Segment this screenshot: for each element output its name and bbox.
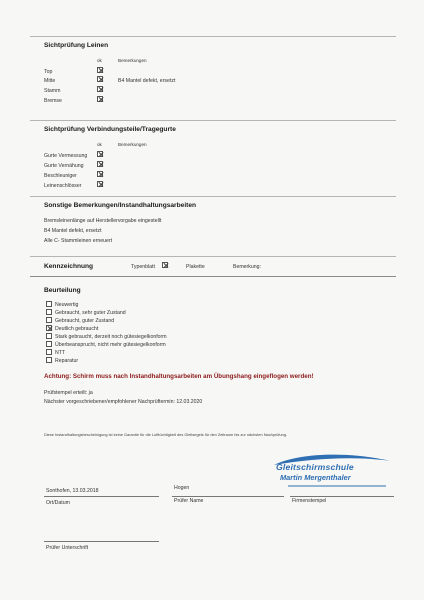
place-date-label: Ort/Datum (46, 500, 70, 506)
examiner-name-value: Hogen (174, 485, 190, 491)
stamp-granted: Prüfstempel erteilt: ja (44, 390, 93, 396)
checkbox-clearly-used[interactable] (46, 325, 52, 331)
next-check-date: Nächster vorgeschriebener/empfohlener Nachprüftermin: 12.03.2020 (44, 399, 203, 405)
checkbox-overstressed[interactable] (46, 341, 52, 347)
checkbox-gurte-vernaehung[interactable] (97, 161, 103, 167)
ok-column-label: ok (97, 142, 102, 147)
row-label-gurte-vernaehung: Gurte Vernähung (44, 163, 84, 169)
examiner-name-label: Prüfer Name (174, 498, 204, 504)
checkbox-type-plate[interactable] (162, 262, 168, 268)
checkbox-leinenschloesser[interactable] (97, 181, 103, 187)
assessment-option-label: NTT (55, 350, 66, 356)
underline (172, 496, 284, 497)
remark-mitte: B4 Mantel defekt, ersetzt (118, 78, 176, 84)
row-label-stamm: Stamm (44, 88, 61, 94)
checkbox-top[interactable] (97, 67, 103, 73)
assessment-option-label: Gebraucht, guter Zustand (55, 318, 115, 324)
section-heading-marking: Kennzeichnung (44, 263, 94, 270)
checkbox-very-good[interactable] (46, 309, 52, 315)
divider (30, 276, 396, 277)
divider (30, 120, 396, 121)
checkbox-heavily-used[interactable] (46, 333, 52, 339)
marking-remarks-label: Bemerkung: (233, 264, 261, 270)
assessment-option-label: Stark gebraucht, derzeit noch gütesiegelkonform (55, 334, 167, 340)
divider (30, 196, 396, 197)
school-logo (268, 453, 394, 489)
assessment-option-label: Neuwertig (55, 302, 79, 308)
place-date-value: Sonthofen, 13.03.2018 (46, 488, 99, 494)
signature-label: Prüfer Unterschrift (46, 545, 89, 551)
checkbox-beschleuniger[interactable] (97, 171, 103, 177)
other-remark-line: Bremsleinenlänge auf Herstellervorgabe eingestellt (44, 218, 162, 224)
assessment-option-label: Gebraucht, sehr guter Zustand (55, 310, 126, 316)
assessment-option-label: Reparatur (55, 358, 79, 364)
logo-line-2: Martin Mergenthaler (280, 473, 351, 482)
divider (30, 256, 396, 257)
company-stamp-label: Firmenstempel (292, 498, 327, 504)
checkbox-mitte[interactable] (97, 76, 103, 82)
logo-line-1: Gleitschirmschule (276, 462, 354, 472)
section-heading-assessment: Beurteilung (44, 287, 81, 294)
checkbox-stamm[interactable] (97, 86, 103, 92)
remarks-column-label: Bemerkungen (118, 58, 147, 63)
signature-line (44, 541, 159, 542)
checkbox-gurte-vermessung[interactable] (97, 151, 103, 157)
plaque-label: Plakette (186, 264, 205, 270)
ok-column-label: ok (97, 58, 102, 63)
other-remark-line: Alle C- Stammleinen erneuert (44, 238, 113, 244)
other-remark-line: B4 Mantel defekt, ersetzt (44, 228, 102, 234)
checkbox-ntt[interactable] (46, 349, 52, 355)
section-heading-other: Sonstige Bemerkungen/Instandhaltungsarbeiten (44, 202, 197, 209)
row-label-bremse: Bremse (44, 98, 62, 104)
row-label-gurte-vermessung: Gurte Vermessung (44, 153, 88, 159)
underline (290, 496, 394, 497)
checkbox-neuwertig[interactable] (46, 301, 52, 307)
underline (44, 496, 159, 497)
disclaimer: Diese Instandhaltungsbescheinigung ist keine Garantie für die Lufttüchtigkeit des Gleitsegels für den Zeitraum bis zur nächsten Nachprüfung. (44, 432, 288, 437)
section-heading-lines: Sichtprüfung Leinen (44, 42, 109, 49)
checkbox-good[interactable] (46, 317, 52, 323)
section-heading-connectors: Sichtprüfung Verbindungsteile/Tragegurte (44, 126, 176, 133)
row-label-mitte: Mitte (44, 78, 56, 84)
assessment-option-label: Deutlich gebraucht (55, 326, 99, 332)
row-label-beschleuniger: Beschleuniger (44, 173, 77, 179)
assessment-option-label: Überbeansprucht, nicht mehr gütesiegelkonform (55, 342, 166, 348)
row-label-top: Top (44, 69, 53, 75)
row-label-leinenschloesser: Leinenschlösser (44, 183, 82, 189)
remarks-column-label: Bemerkungen (118, 142, 147, 147)
divider (30, 36, 396, 37)
checkbox-repair[interactable] (46, 357, 52, 363)
warning-text: Achtung: Schirm muss nach Instandhaltungsarbeiten am Übungshang eingeflogen werden! (44, 373, 314, 380)
checkbox-bremse[interactable] (97, 96, 103, 102)
type-plate-label: Typenblatt (131, 264, 155, 270)
